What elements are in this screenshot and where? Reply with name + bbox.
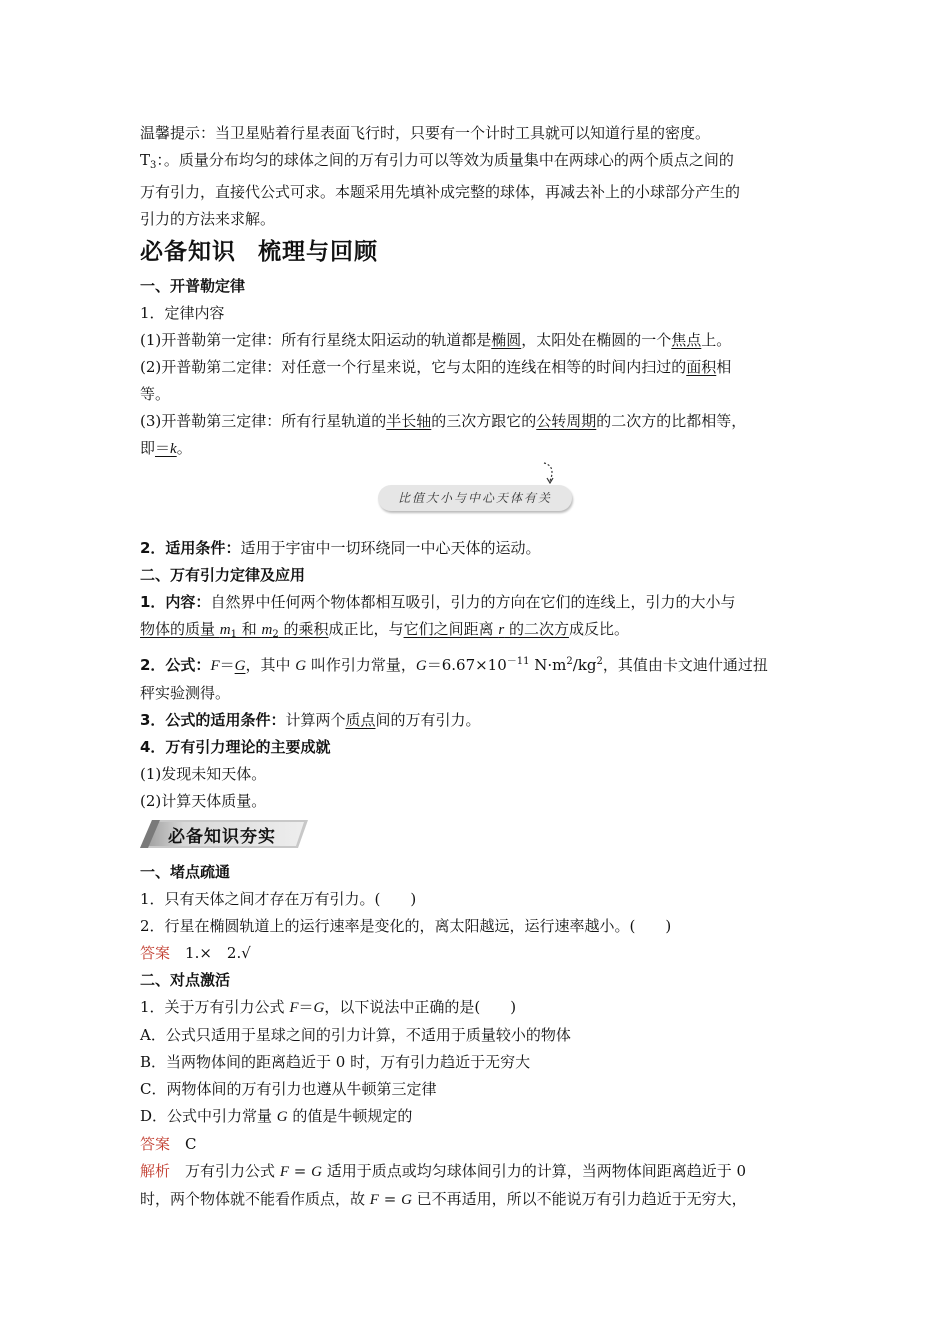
knowledge-banner (140, 817, 820, 855)
answer-line-1 (140, 940, 820, 967)
t3-subscript: 3 (150, 160, 157, 171)
blank-distance-square (404, 620, 569, 638)
equals-sign: ＝ (219, 656, 235, 674)
option-d (140, 1103, 820, 1131)
kepler-law-1 (140, 327, 820, 354)
gravity-formula (140, 648, 820, 680)
law-text: 相 (716, 358, 732, 376)
option-a: A．公式只适用于星球之间的引力计算，不适用于质量较小的物体 (140, 1026, 571, 1044)
equals-sign: = (288, 1162, 312, 1180)
explanation-line-2 (140, 1186, 820, 1214)
option-text: D．公式中引力常量 (140, 1107, 277, 1125)
tip-text: 万有引力，直接代公式可求。本题采用先填补成完整的球体，再减去补上的小球部分产生的 (140, 183, 741, 201)
law-text: (3)开普勒第三定律：所有行星轨道的 (140, 412, 387, 430)
law-text: 的二次方的比都相等， (596, 412, 747, 430)
kepler-subheading: 1．定律内容 (140, 304, 225, 322)
formula-text: ，其值由卡文迪什通过扭 (602, 656, 768, 674)
exponent: 2 (566, 656, 573, 667)
formula-text: 叫作引力常量， (306, 656, 416, 674)
condition-text: 适用于宇宙中一切环绕同一中心天体的运动。 (240, 539, 541, 557)
content-text: 成正比，与 (328, 620, 404, 638)
G-symbol: G (313, 1000, 325, 1016)
G-symbol: G (295, 658, 307, 674)
blank-period: 公转周期 (536, 412, 597, 430)
answer-text: C (185, 1135, 197, 1153)
achievement-2: (2)计算天体质量。 (140, 792, 267, 810)
content-text: 自然界中任何两个物体都相互吸引，引力的方向在它们的连线上，引力的大小与 (210, 593, 736, 611)
blank-focus: 焦点 (671, 331, 702, 349)
m1-symbol: m (219, 622, 231, 638)
question-text: 1．关于万有引力公式 (140, 998, 290, 1016)
G-symbol: G (234, 658, 246, 674)
formula-text: ＝6.67×10 (426, 656, 507, 674)
blank-text: 的乘积 (278, 620, 329, 638)
kepler-law-3 (140, 408, 820, 435)
blank-text: 物体的质量 (140, 620, 220, 638)
formula-text: /kg (572, 656, 597, 674)
kepler-law-2-cont (140, 381, 820, 408)
tip-line-2 (140, 147, 820, 179)
hint-pill: 比值大小与中心天体有关 (378, 485, 572, 511)
practice-heading-2: 二、对点激活 (140, 971, 231, 989)
content-label: 1．内容： (140, 593, 211, 611)
F-symbol: F (210, 658, 220, 674)
blank-G (235, 656, 246, 674)
explanation-line-1 (140, 1158, 820, 1186)
gravity-content-1 (140, 589, 820, 616)
law-text: 上。 (701, 331, 732, 349)
condition-label: 3．公式的适用条件： (140, 711, 286, 729)
blank-particle: 质点 (345, 711, 376, 729)
explanation-text: 已不再适用，所以不能说万有引力趋近于无穷大， (411, 1190, 747, 1208)
condition-label: 2．适用条件： (140, 539, 241, 557)
m2-symbol: m (261, 622, 273, 638)
F-symbol: F (289, 1000, 299, 1016)
gravity-content-2 (140, 616, 820, 648)
formula-text: N·m (529, 656, 567, 674)
gravity-formula-cont (140, 680, 820, 707)
kepler-law-2 (140, 354, 820, 381)
explanation-text: 万有引力公式 (185, 1162, 280, 1180)
option-c: C．两物体间的万有引力也遵从牛顿第三定律 (140, 1080, 437, 1098)
gravity-condition (140, 707, 820, 734)
answer-label: 答案 (140, 944, 171, 962)
G-symbol: G (401, 1192, 412, 1208)
exponent: －11 (506, 656, 530, 667)
blank-mass-product (140, 620, 329, 638)
F-symbol: F (279, 1164, 289, 1180)
section-title-part1: 必备知识 (140, 239, 236, 265)
curved-arrow-icon (538, 461, 562, 487)
formula-text: ，其中 (245, 656, 296, 674)
gravity-heading: 二、万有引力定律及应用 (140, 566, 306, 584)
condition-text: 间的万有引力。 (375, 711, 481, 729)
question-text: ，以下说法中正确的是( ) (324, 998, 517, 1016)
practice-heading-1: 一、堵点疏通 (140, 863, 231, 881)
applicable-condition (140, 535, 820, 562)
law-text: 等。 (140, 385, 171, 403)
tip-text: 温馨提示：当卫星贴着行星表面飞行时，只要有一个计时工具就可以知道行星的密度。 (140, 124, 711, 142)
section-title-part2: 梳理与回顾 (258, 239, 378, 265)
equals-sign: ＝ (155, 439, 171, 457)
G-symbol: G (276, 1109, 288, 1125)
tip-line-3 (140, 179, 820, 206)
blank-ellipse: 椭圆 (491, 331, 522, 349)
banner-title: 必备知识夯实 (168, 827, 276, 847)
blank-k (155, 439, 177, 457)
document-page (140, 120, 820, 1214)
exponent: 2 (596, 656, 603, 667)
m2-subscript: 2 (272, 629, 279, 640)
kepler-heading: 一、开普勒定律 (140, 277, 246, 295)
law-text: 即 (140, 439, 156, 457)
blank-text: 和 (237, 620, 262, 638)
hint-callout (140, 463, 820, 535)
explanation-label: 解析 (140, 1162, 171, 1180)
law-text: (2)开普勒第二定律：对任意一个行星来说，它与太阳的连线在相等的时间内扫过的 (140, 358, 687, 376)
equals-sign: ＝ (298, 998, 314, 1016)
condition-text: 计算两个 (285, 711, 346, 729)
answer-text: 1.× 2.√ (185, 944, 251, 962)
blank-text: 的二次方 (504, 620, 569, 638)
content-text: 成反比。 (568, 620, 629, 638)
formula-text: 秤实验测得。 (140, 684, 231, 702)
r-symbol: r (498, 622, 505, 638)
judge-question-1: 1．只有天体之间才存在万有引力。( ) (140, 890, 417, 908)
law-text: (1)开普勒第一定律：所有行星绕太阳运动的轨道都是 (140, 331, 492, 349)
m1-subscript: 1 (230, 629, 237, 640)
kepler-law-3-cont (140, 435, 820, 463)
t3-label: T (140, 151, 151, 169)
tip-text: ：。质量分布均匀的球体之间的万有引力可以等效为质量集中在两球心的两个质点之间的 (156, 151, 734, 169)
explanation-text: 适用于质点或均匀球体间引力的计算，当两物体间距离趋近于 0 (321, 1162, 747, 1180)
law-text: 的三次方跟它的 (431, 412, 537, 430)
option-text: 的值是牛顿规定的 (287, 1107, 413, 1125)
G-symbol: G (415, 658, 427, 674)
tip-line-4 (140, 206, 820, 233)
answer-line-2 (140, 1131, 820, 1158)
achievements-heading: 4．万有引力理论的主要成就 (140, 738, 331, 756)
blank-semi-major-axis: 半长轴 (386, 412, 432, 430)
k-symbol: k (170, 441, 177, 457)
blank-text: 它们之间距离 (403, 620, 499, 638)
tip-text: 引力的方法来求解。 (140, 210, 276, 228)
tip-line-1 (140, 120, 820, 147)
judge-question-2: 2．行星在椭圆轨道上的运行速率是变化的，离太阳越远，运行速率越小。( ) (140, 917, 672, 935)
blank-area: 面积 (686, 358, 717, 376)
G-symbol: G (311, 1164, 322, 1180)
equals-sign: = (378, 1190, 402, 1208)
option-b: B．当两物体间的距离趋近于 0 时，万有引力趋近于无穷大 (140, 1053, 531, 1071)
law-text: ，太阳处在椭圆的一个 (521, 331, 672, 349)
mc-question (140, 994, 820, 1022)
F-symbol: F (369, 1192, 379, 1208)
answer-label: 答案 (140, 1135, 171, 1153)
section-title (140, 235, 820, 269)
explanation-text: 时，两个物体就不能看作质点，故 (140, 1190, 370, 1208)
achievement-1: (1)发现未知天体。 (140, 765, 267, 783)
law-text: 。 (176, 439, 192, 457)
formula-label: 2．公式： (140, 656, 211, 674)
